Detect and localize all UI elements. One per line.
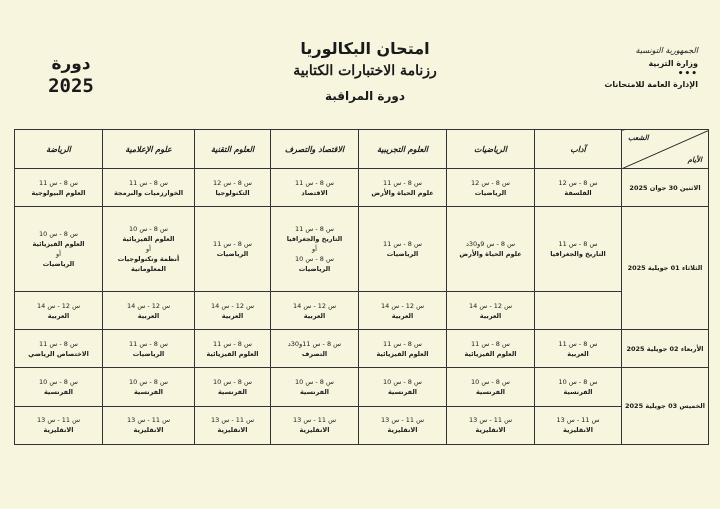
exam-subject: الرياضيات [386, 250, 419, 259]
exam-cell [103, 207, 195, 292]
exam-subject: الانقليزية [387, 426, 418, 435]
exam-cell [359, 169, 447, 207]
exam-subject: التصرف [301, 349, 328, 358]
alternative-or: أو [146, 245, 151, 254]
column-header: الرياضيات [447, 130, 535, 169]
table-row [15, 368, 709, 406]
exam-time: س 12 - س 14 [292, 301, 337, 310]
exam-subject: العلوم الفيزيائية [206, 349, 259, 358]
day-cell: الخميس 03 جويلية 2025 [622, 368, 709, 445]
exam-subject: الانقليزية [217, 426, 248, 435]
exam-subject: الاختصاص الرياضي [28, 349, 89, 358]
exam-cell [535, 169, 622, 207]
session-year-block [36, 53, 106, 97]
day-cell: الثلاثاء 01 جويلية 2025 [622, 207, 709, 330]
exam-cell [271, 330, 359, 368]
exam-subject: العربية [221, 311, 244, 320]
exam-cell [535, 406, 622, 444]
document-title-block [200, 38, 530, 110]
exam-time: س 8 - س 10 [471, 378, 510, 387]
exam-cell [271, 291, 359, 329]
exam-subject: العربية [47, 311, 70, 320]
corner-days-label: الأيام [687, 155, 702, 164]
exam-subject: العربية [137, 311, 160, 320]
exam-time: س 8 - س 11 [39, 178, 78, 187]
day-cell: الأربعاء 02 جويلية 2025 [622, 330, 709, 368]
exam-time: س 8 - س 12 [213, 178, 252, 187]
exam-time: س 8 - س 11 [558, 240, 598, 249]
exam-time: س 8 - س 11 [39, 339, 78, 348]
exam-time: س 8 - س 12 [471, 178, 510, 187]
exam-time: س 8 - س 11 [295, 225, 334, 234]
exam-subject: التاريخ والجغرافيا [550, 250, 606, 259]
column-header: علوم الإعلامية [103, 130, 195, 169]
column-header: العلوم التقنية [195, 130, 271, 169]
exam-time: س 11 - س 13 [210, 416, 255, 425]
exam-time: س 12 - س 14 [36, 301, 81, 310]
exam-time: س 8 - س 10 [129, 225, 168, 234]
exam-time-alt: س 8 - س 10 [295, 255, 334, 264]
exam-cell [535, 330, 622, 368]
alternative-or: أو [56, 250, 61, 259]
column-header: الرياضة [15, 130, 103, 169]
exam-time: س 8 - س 11و30د [287, 339, 342, 348]
exam-cell [447, 169, 535, 207]
exam-subject: الفرنسية [133, 388, 164, 397]
exam-subject: العلوم الفيزيائية [464, 349, 517, 358]
republic-label: الجمهورية التونسية [635, 46, 698, 55]
table-row [15, 169, 709, 207]
table-row [15, 291, 709, 329]
exam-subject: العربية [303, 311, 326, 320]
corner-sections-label: الشعب [628, 133, 649, 142]
exam-subject: العربية [479, 311, 502, 320]
exam-subject: العربية [567, 349, 589, 358]
exam-cell [195, 207, 271, 292]
exam-cell [15, 169, 103, 207]
exam-subject: الانقليزية [475, 426, 506, 435]
exam-cell [447, 330, 535, 368]
exam-time: س 11 - س 13 [36, 416, 81, 425]
exam-time: س 12 - س 14 [210, 301, 255, 310]
exam-time: س 8 - س 12 [558, 178, 598, 187]
column-header: الاقتصاد والتصرف [271, 130, 359, 169]
exam-cell [359, 207, 447, 292]
exam-time: س 8 - س 10 [558, 378, 598, 387]
exam-time: س 12 - س 14 [380, 301, 425, 310]
exam-subject-alt: الرياضيات [42, 260, 75, 269]
exam-time: س 11 - س 13 [126, 416, 171, 425]
exam-cell [359, 406, 447, 444]
exam-cell [103, 406, 195, 444]
exam-cell [15, 330, 103, 368]
exam-subject: الخوارزميات والبرمجة [113, 188, 184, 197]
exam-subject: الفرنسية [563, 388, 593, 397]
exam-time: س 8 - س 11 [295, 178, 334, 187]
exam-time: س 12 - س 14 [468, 301, 513, 310]
session-year: 2025 [48, 75, 94, 97]
exam-subject: العربية [391, 311, 414, 320]
exam-cell [271, 207, 359, 292]
exam-time: س 11 - س 13 [468, 416, 513, 425]
exam-subject: التكنولوجيا [215, 188, 250, 197]
separator-dots: ••• [677, 69, 698, 79]
alternative-or: أو [312, 245, 317, 254]
exam-time: س 12 - س 14 [126, 301, 171, 310]
exam-subject: العلوم الفيزيائية [376, 349, 429, 358]
exam-time: س 8 - س 10 [39, 378, 78, 387]
exam-subject: العلوم الفيزيائية [32, 240, 85, 249]
exam-time: س 8 - س 11 [383, 178, 422, 187]
exam-subject: الاقتصاد [301, 188, 328, 197]
exam-time: س 8 - س 11 [213, 240, 252, 249]
table-row [15, 406, 709, 444]
exam-time: س 8 - س 11 [129, 178, 168, 187]
exam-cell [447, 207, 535, 292]
exam-subject: الفرنسية [475, 388, 506, 397]
exam-subject: الفرنسية [299, 388, 330, 397]
exam-cell [15, 291, 103, 329]
ministry-label: وزارة التربية [648, 59, 698, 68]
exam-time: س 8 - س 11 [383, 240, 422, 249]
exam-time: س 8 - س 10 [295, 378, 334, 387]
exam-subject: الفرنسية [387, 388, 418, 397]
exam-subject: الفلسفة [564, 188, 592, 197]
exam-cell [195, 406, 271, 444]
exam-cell [447, 291, 535, 329]
column-header: آداب [535, 130, 622, 169]
exam-subject: الانقليزية [563, 426, 593, 435]
exam-time: س 11 - س 13 [292, 416, 337, 425]
exam-cell [103, 330, 195, 368]
exam-time: س 8 - س 9و30د [465, 240, 516, 249]
exam-time: س 8 - س 10 [383, 378, 422, 387]
exam-time: س 11 - س 13 [380, 416, 425, 425]
exam-subject: الفرنسية [217, 388, 248, 397]
exam-cell [359, 291, 447, 329]
exam-cell [195, 169, 271, 207]
exam-subject: الانقليزية [133, 426, 164, 435]
exam-cell [535, 207, 622, 292]
exam-cell [195, 330, 271, 368]
exam-time: س 8 - س 10 [39, 230, 78, 239]
exam-time: س 8 - س 11 [213, 339, 252, 348]
exam-time: س 8 - س 11 [471, 339, 510, 348]
exam-subject-alt: أنظمة وتكنولوجيات المعلوماتية [117, 255, 180, 274]
day-cell: الاثنين 30 جوان 2025 [622, 169, 709, 207]
exam-subject: الرياضيات [216, 250, 249, 259]
exam-cell [271, 368, 359, 406]
exam-cell [103, 368, 195, 406]
exam-cell [195, 368, 271, 406]
exam-cell [271, 406, 359, 444]
corner-cell [622, 130, 709, 169]
exam-cell [15, 406, 103, 444]
exam-cell [359, 368, 447, 406]
exam-cell [15, 207, 103, 292]
exam-subject: العلوم البيولوجية [31, 188, 86, 197]
ministry-header [568, 44, 698, 91]
exam-cell [103, 169, 195, 207]
exam-subject: الفرنسية [43, 388, 74, 397]
exam-subject: الانقليزية [43, 426, 74, 435]
session-label: دورة [51, 54, 91, 74]
exam-cell [271, 169, 359, 207]
column-header: العلوم التجريبية [359, 130, 447, 169]
exam-cell [447, 368, 535, 406]
exam-cell [103, 291, 195, 329]
exam-cell [535, 368, 622, 406]
exam-time: س 11 - س 13 [556, 416, 600, 425]
exam-time: س 8 - س 10 [213, 378, 252, 387]
exam-time: س 8 - س 10 [129, 378, 168, 387]
exam-subject: الرياضيات [132, 349, 165, 358]
exam-time: س 8 - س 11 [558, 339, 598, 348]
directorate-label: الإدارة العامة للامتحانات [604, 80, 698, 89]
exam-cell [359, 330, 447, 368]
exam-subject: الرياضيات [474, 188, 507, 197]
exam-time: س 8 - س 11 [129, 339, 168, 348]
header-row [15, 130, 709, 169]
exam-subject-alt: الرياضيات [298, 265, 331, 274]
schedule-subtitle: رزنامة الاختبارات الكتابية [293, 63, 437, 79]
exam-time: س 8 - س 11 [383, 339, 422, 348]
exam-cell [447, 406, 535, 444]
exam-subject: العلوم الفيزيائية [122, 235, 175, 244]
session-name: دورة المراقبة [324, 89, 406, 103]
exam-subject: علوم الحياة والأرض [371, 188, 434, 197]
exam-subject: التاريخ والجغرافيا [286, 235, 343, 244]
exam-subject: الانقليزية [299, 426, 330, 435]
exam-cell [15, 368, 103, 406]
exam-title: امتحان البكالوريا [300, 39, 430, 58]
table-row [15, 330, 709, 368]
exam-cell [535, 291, 622, 329]
exam-schedule-table [14, 129, 709, 445]
exam-cell [195, 291, 271, 329]
exam-subject: علوم الحياة والأرض [459, 250, 522, 259]
table-row [15, 207, 709, 292]
